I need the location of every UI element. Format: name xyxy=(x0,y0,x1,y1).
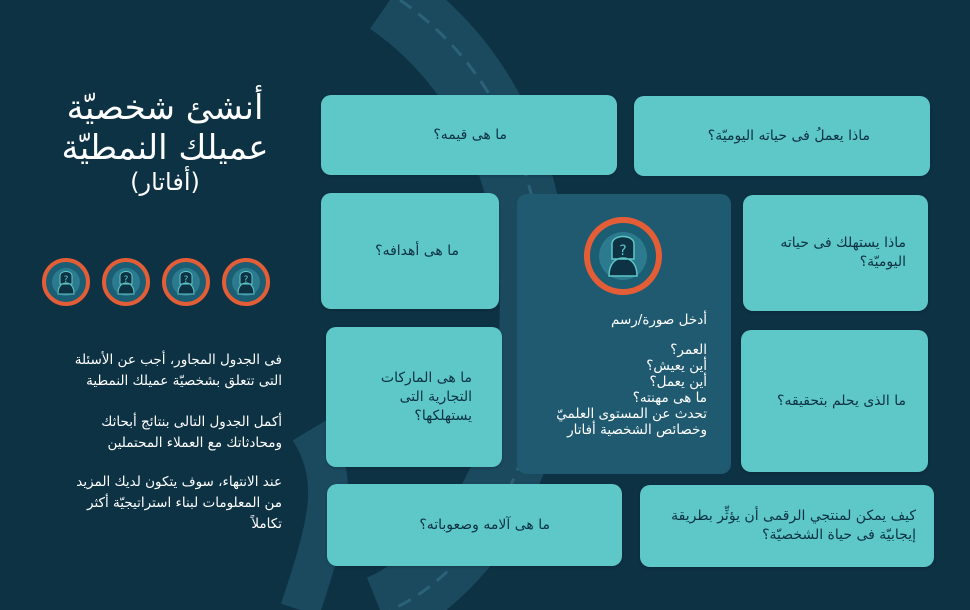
title-line-2: عميلك النمطيّة xyxy=(61,128,269,168)
card-dreams[interactable] xyxy=(741,330,928,472)
card-daily-work-label: ماذا يعملُ فى حياته اليوميّة؟ xyxy=(707,127,870,144)
card-values-label: ما هى قيمه؟ xyxy=(433,126,507,143)
svg-text:?: ? xyxy=(619,243,627,259)
instruction-2: أكمل الجدول التالى بنتائج أبحاثك ومحادثاتك مع العملاء المحتملين xyxy=(101,414,282,451)
card-values[interactable] xyxy=(321,95,617,175)
card-daily-consumption[interactable] xyxy=(743,195,928,311)
instruction-1: فى الجدول المجاور، أجب عن الأسئلة التى تتعلق بشخصيّة عميلك النمطية xyxy=(74,352,282,389)
svg-text:?: ? xyxy=(123,275,129,285)
image-prompt: أدخل صورة/رسم xyxy=(610,312,707,328)
avatar-icon xyxy=(162,258,210,306)
card-goals-label: ما هى أهدافه؟ xyxy=(375,242,459,259)
card-goals[interactable] xyxy=(321,193,499,309)
avatar-row xyxy=(42,258,274,310)
page-title xyxy=(40,88,290,196)
svg-text:?: ? xyxy=(183,275,189,285)
card-pains-label: ما هى آلامه وصعوباته؟ xyxy=(419,516,550,533)
card-daily-work[interactable] xyxy=(634,96,930,176)
avatar-icon xyxy=(42,258,90,306)
card-pains[interactable] xyxy=(327,484,622,566)
svg-text:?: ? xyxy=(243,275,249,285)
title-line-1: أنشئ شخصيّة xyxy=(66,88,264,128)
card-daily-consumption-label: ماذا يستهلك فى حياته اليوميّة؟ xyxy=(780,235,906,270)
avatar-details: العمر؟ أين يعيش؟ أين يعمل؟ ما هى مهنته؟ تحدث عن المستوى العلميّ وخصائص الشخصية أفاتار xyxy=(556,342,707,438)
instruction-3: عند الانتهاء، سوف يتكون لديك المزيد من المعلومات لبناء استراتيجيّة أكثر تكاملاً xyxy=(76,474,282,532)
card-brands[interactable] xyxy=(326,327,502,467)
card-product-impact[interactable] xyxy=(640,485,934,567)
card-product-impact-label: كيف يمكن لمنتجي الرقمى أن يؤثِّر بطريقة إيجابيّة فى حياة الشخصيّة؟ xyxy=(671,508,916,543)
svg-text:?: ? xyxy=(63,275,69,285)
card-brands-label: ما هى الماركات التجارية التى يستهلكها؟ xyxy=(380,369,472,424)
avatar-icon xyxy=(583,216,663,296)
avatar-icon xyxy=(102,258,150,306)
title-line-3: (أفاتار) xyxy=(130,168,200,196)
center-avatar-card[interactable] xyxy=(517,194,731,474)
avatar-icon xyxy=(222,258,270,306)
card-dreams-label: ما الذى يحلم بتحقيقه؟ xyxy=(777,392,906,409)
